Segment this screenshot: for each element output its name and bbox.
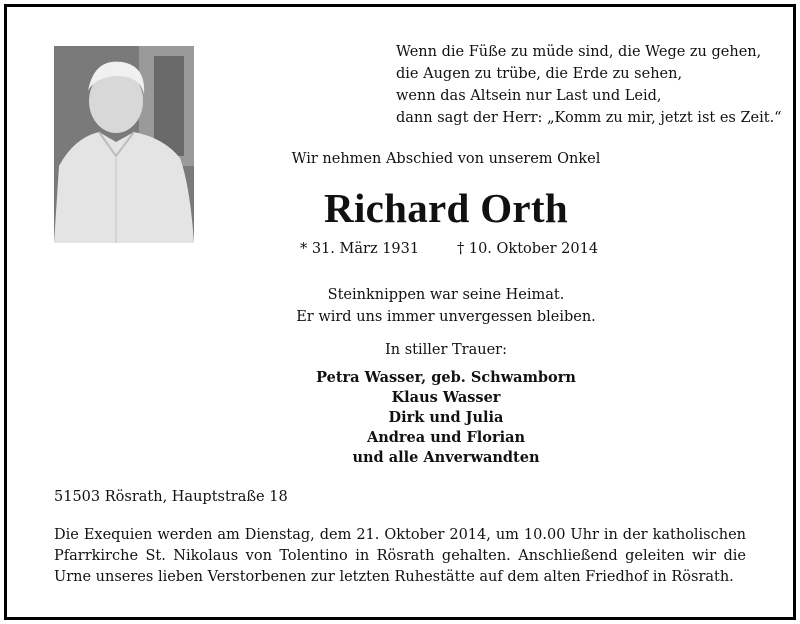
mourner-name: Klaus Wasser <box>391 389 501 406</box>
mourner-name: Andrea und Florian <box>366 429 526 446</box>
remembrance-line: Steinknippen war seine Heimat. <box>327 287 565 303</box>
mourner-name: Petra Wasser, geb. Schwamborn <box>316 369 576 386</box>
poem-line: wenn das Altsein nur Last und Leid, <box>396 88 662 104</box>
poem-line: dann sagt der Herr: „Komm zu mir, jetzt ist es Zeit.“ <box>396 110 782 126</box>
mourners-list <box>0 368 800 468</box>
remembrance-line: Er wird uns immer unvergessen bleiben. <box>296 309 596 325</box>
mourning-heading: In stiller Trauer: <box>385 342 507 358</box>
mourner-name: Dirk und Julia <box>388 409 504 426</box>
birth-date: * 31. März 1931 <box>300 241 420 257</box>
mourner-name: und alle Anverwandten <box>352 449 540 466</box>
remembrance-text <box>0 284 800 328</box>
death-date: † 10. Oktober 2014 <box>457 241 599 257</box>
address: 51503 Rösrath, Hauptstraße 18 <box>54 489 288 505</box>
deceased-name: Richard Orth <box>324 185 568 231</box>
poem-line: Wenn die Füße zu müde sind, die Wege zu gehen, <box>396 44 762 60</box>
poem <box>396 41 782 129</box>
funeral-details: Die Exequien werden am Dienstag, dem 21. Oktober 2014, um 10.00 Uhr in der katholischen Pfarrkirche St. Nikolaus von Tolentino in Rösrath gehalten. Anschließend geleiten wir die Urne unseres lieben Verstorbenen zur letzten Ruhestätte auf dem alten Friedhof in Rösrath. <box>54 527 746 585</box>
poem-line: die Augen zu trübe, die Erde zu sehen, <box>396 66 683 82</box>
intro-text: Wir nehmen Abschied von unserem Onkel <box>291 151 601 167</box>
